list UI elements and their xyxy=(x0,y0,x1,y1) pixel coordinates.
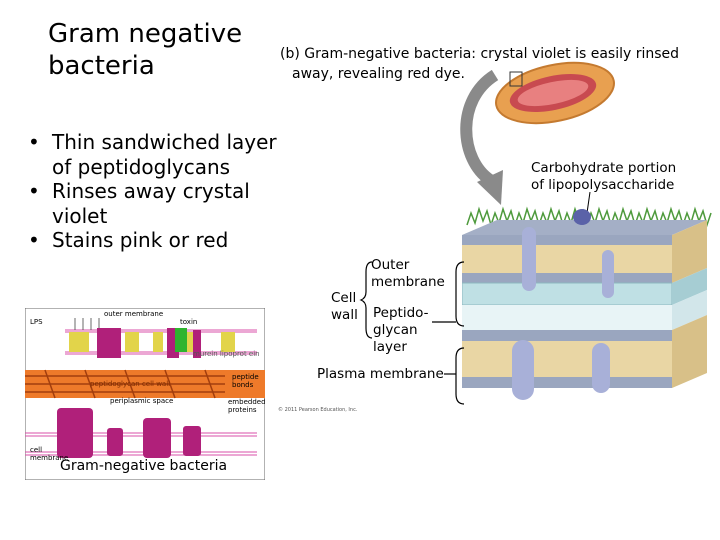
schem-label-peptide xyxy=(232,373,259,389)
schem-label-cell-2: membrane xyxy=(30,454,69,462)
schem-title: Gram-negative bacteria xyxy=(60,458,228,474)
schem-label-peptide-1: peptide xyxy=(232,373,259,381)
label-plasma-membrane: Plasma membrane xyxy=(317,366,444,382)
surface-protein xyxy=(573,209,591,225)
schem-label-lps: LPS xyxy=(30,318,43,326)
schem-label-outer-membrane: outer membrane xyxy=(104,310,164,318)
bullet-stains: • Stains pink or red xyxy=(28,228,278,253)
schem-label-embedded-2: proteins xyxy=(228,406,257,414)
schem-label-embedded xyxy=(228,398,266,414)
lipoprotein xyxy=(602,250,614,298)
label-carbohydrate-line2: of lipopolysaccharide xyxy=(531,177,675,193)
label-cell-wall-line2: wall xyxy=(331,307,358,323)
schem-label-pg-wall: peptidoglycan cell wall xyxy=(90,380,171,388)
membrane-cross-section xyxy=(462,205,712,410)
porin-protein xyxy=(522,227,536,291)
label-pg-line3: layer xyxy=(373,339,407,355)
schem-label-peptide-2: bonds xyxy=(232,381,254,389)
bullet-thin-layer: • Thin sandwiched layer of peptidoglycans xyxy=(28,130,278,179)
copyright: © 2011 Pearson Education, Inc. xyxy=(278,407,358,413)
label-brackets xyxy=(352,250,472,410)
label-cell-wall-line1: Cell xyxy=(331,290,357,306)
label-carbohydrate-line1: Carbohydrate portion xyxy=(531,160,677,176)
caption-line-2: away, revealing red dye. xyxy=(292,66,465,82)
schematic-labels xyxy=(28,310,266,476)
bullet-list xyxy=(28,130,278,253)
schem-label-murein: murein lipoprot ein xyxy=(193,350,260,358)
label-outer-line2: membrane xyxy=(371,274,445,290)
label-pg-line2: glycan xyxy=(373,322,418,338)
schem-label-cell-1: cell xyxy=(30,446,43,454)
zoom-arrow-icon xyxy=(455,70,515,210)
bullet-rinses: • Rinses away crystal violet xyxy=(28,179,278,228)
peptidoglycan-layer xyxy=(462,283,672,305)
schem-label-embedded-1: embedded xyxy=(228,398,266,406)
membrane-protein-1 xyxy=(512,340,534,400)
caption-line-1: (b) Gram-negative bacteria: crystal violet is easily rinsed xyxy=(280,46,680,62)
schem-label-periplasmic: periplasmic space xyxy=(110,397,174,405)
slide-title: Gram negative bacteria xyxy=(48,19,243,81)
label-carbohydrate xyxy=(531,160,711,194)
periplasm xyxy=(462,305,672,330)
label-outer-line1: Outer xyxy=(371,257,410,273)
membrane-protein-2 xyxy=(592,343,610,393)
schem-label-toxin: toxin xyxy=(180,318,198,326)
label-pg-line1: Peptido- xyxy=(373,305,429,321)
